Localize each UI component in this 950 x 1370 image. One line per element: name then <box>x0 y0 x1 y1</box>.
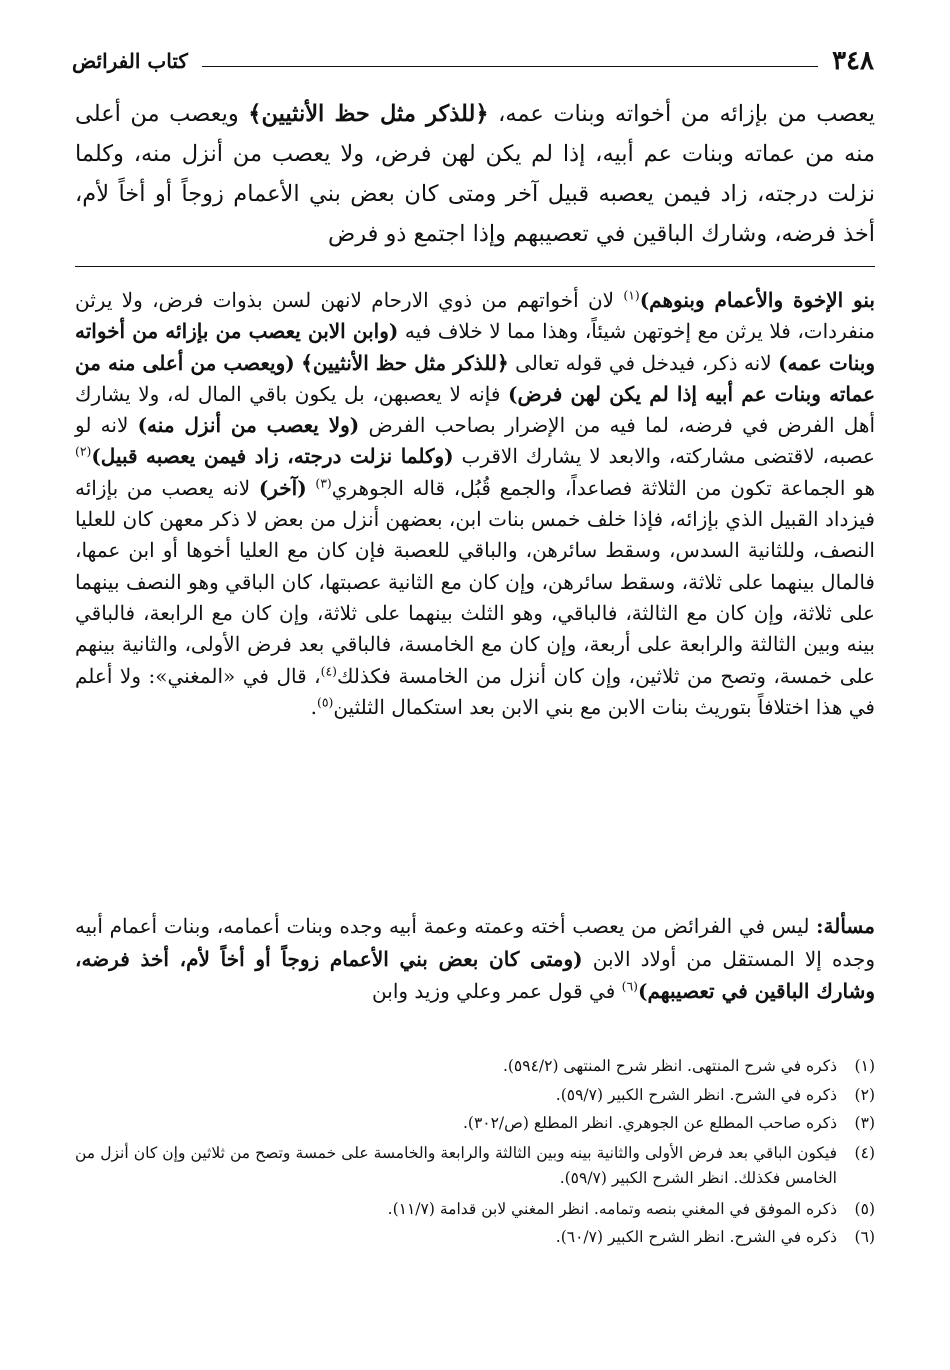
footnote-text: فيكون الباقي بعد فرض الأولى والثانية بينه وبين الثالثة والرابعة والخامسة على خمسة وتصح من ثلاثين وإن كان أنزل من الخامس فكذلك. انظر الشرح الكبير (٥٩/٧). <box>75 1143 837 1187</box>
footnote-ref: (٤) <box>320 662 337 678</box>
footnote-number: (٥) <box>854 1199 875 1218</box>
main-text-bold: ﴿للذكر مثل حظ الأنثيين﴾ <box>248 101 489 127</box>
footnote-number: (٦) <box>854 1228 875 1246</box>
footnote <box>75 1081 875 1110</box>
commentary-text: هو الجماعة تكون من الثلاثة فصاعداً، والجمع قُبُل، قاله الجوهري <box>331 475 875 500</box>
footnote-text: ذكره صاحب المطلع عن الجوهري. انظر المطلع (ص/٣٠٢). <box>462 1114 837 1132</box>
text-divider <box>75 266 875 267</box>
commentary-paragraph-2 <box>75 910 875 1008</box>
footnote <box>75 1109 875 1138</box>
commentary-bold: بنو الإخوة والأعمام وبنوهم) <box>639 288 875 312</box>
footnote-text: ذكره في الشرح. انظر الشرح الكبير (٥٩/٧). <box>555 1085 837 1104</box>
main-text-part: ويعصب من أعلى منه من عماته وبنات عم أبيه، إذا لم يكن لهن فرض، ولا يعصب من أنزل منه، وكلما نزلت درجته، زاد فيمن يعصبه قبيل آخر ومتى كان بعض بني الأعمام زوجاً أو أخاً لأم، أخذ فرضه، وشارك الباقين في تعصيبهم وإذا اجتمع ذو فرض <box>75 101 875 247</box>
commentary-bold: (ويعصب من أعلى منه من عماته وبنات عم أبيه إذا لم يكن لهن فرض) <box>75 350 875 406</box>
footnote-number: (٢) <box>854 1085 875 1104</box>
commentary-bold: ﴿للذكر مثل حظ الأنثيين﴾ <box>301 350 509 375</box>
header-rule <box>202 66 818 67</box>
footnote-number: (١) <box>854 1057 875 1075</box>
footnote <box>75 1195 875 1224</box>
footnote <box>75 1223 875 1252</box>
footnote-ref: (٥) <box>316 694 334 710</box>
footnote-ref: (٢) <box>75 443 92 459</box>
footnotes <box>75 1052 875 1252</box>
commentary-text: في قول عمر وعلي وزيد وابن <box>372 979 622 1003</box>
commentary-text: لان أخواتهم من ذوي الارحام لانهن لسن بذوات فرض، ولا يرثن منفردات، فلا يرثن مع إخوتهن شيئاً، وهذا مما لا خلاف فيه <box>75 288 875 344</box>
commentary-bold: (وابن الابن يعصب من بإزائه من أخواته وبنات عمه) <box>75 319 876 375</box>
commentary-text: لانه ذكر، فيدخل في قوله تعالى <box>508 350 779 375</box>
commentary-bold: مسألة: <box>816 914 875 938</box>
main-text-part: يعصب من بإزائه من أخواته وبنات عمه، <box>488 101 876 127</box>
main-text <box>75 94 875 254</box>
footnote <box>75 1138 875 1195</box>
footnote-text: ذكره في الشرح. انظر الشرح الكبير (٦٠/٧). <box>555 1228 837 1246</box>
footnote-ref: (١) <box>623 287 640 303</box>
commentary-text: لانه يعصب من بإزائه فيزداد القبيل الذي بإزائه، فإذا خلف خمس بنات ابن، بعضهن أنزل من بعض لا ذكر معهن كان للعليا النصف، وللثانية السدس، وسقط سائرهن، والباقي للعصبة فإن كان مع العليا أخوها أو ابن عمها، فالمال بينهما على ثلاثة، وسقط سائرهن، وإن كان مع الثانية عصبتها، كان الباقي وهو النصف بينهما على ثلاثة، وإن كان مع الثالثة، فالباقي، وهو الثلث بينهما على ثلاثة، وإن كان مع الرابعة، فالباقي بينه وبين الثالثة والرابعة على أربعة، وإن كان مع الخامسة، فالباقي بعد فرض الأولى، والثانية بينهم على خمسة، وتصح من ثلاثين، وإن كان أنزل من الخامسة فكذلك <box>75 475 876 688</box>
commentary-bold: (وكلما نزلت درجته، زاد فيمن يعصبه قبيل) <box>91 444 454 469</box>
commentary-text: فإنه لا يعصبهن، بل يكون باقي المال له، ولا يشارك أهل الفرض في فرضه، لما فيه من الإضرار بصاحب الفرض <box>75 381 876 438</box>
footnote <box>75 1052 875 1081</box>
footnote-text: ذكره الموفق في المغني بنصه وتمامه. انظر المغني لابن قدامة (١١/٧). <box>387 1199 837 1218</box>
footnote-ref: (٦) <box>621 978 638 994</box>
commentary-bold: (آخر) <box>258 475 307 500</box>
commentary-text: ، قال في «المغني»: ولا أعلم في هذا اختلافاً بتوريث بنات الابن مع بني الابن بعد استكمال الثلثين <box>75 663 875 719</box>
commentary-bold: (ولا يعصب من أنزل منه) <box>137 413 360 438</box>
page-number: ٣٤٨ <box>832 46 874 76</box>
page-header <box>72 30 874 76</box>
footnote-text: ذكره في شرح المنتهى. انظر شرح المنتهى (٥٩٤/٢). <box>502 1057 837 1075</box>
commentary-text: . <box>310 694 317 719</box>
footnote-number: (٣) <box>854 1114 875 1132</box>
commentary-text: ليس في الفرائض من يعصب أخته وعمته وعمة أبيه وجده وبنات أعمامه، وبنات أعمام أبيه وجده إلا المستقل من أولاد الابن <box>75 914 875 971</box>
book-title: كتاب الفرائض <box>72 49 188 73</box>
footnote-number: (٤) <box>854 1143 875 1162</box>
commentary-text: لانه لو عصبه، لاقتضى مشاركته، والابعد لا يشارك الاقرب <box>75 413 875 469</box>
commentary-paragraph-1 <box>75 285 875 723</box>
footnote-ref: (٣) <box>315 475 332 491</box>
commentary-bold: (ومتى كان بعض بني الأعمام زوجاً أو أخاً لأم، أخذ فرضه، وشارك الباقين في تعصيبهم) <box>75 946 875 1003</box>
